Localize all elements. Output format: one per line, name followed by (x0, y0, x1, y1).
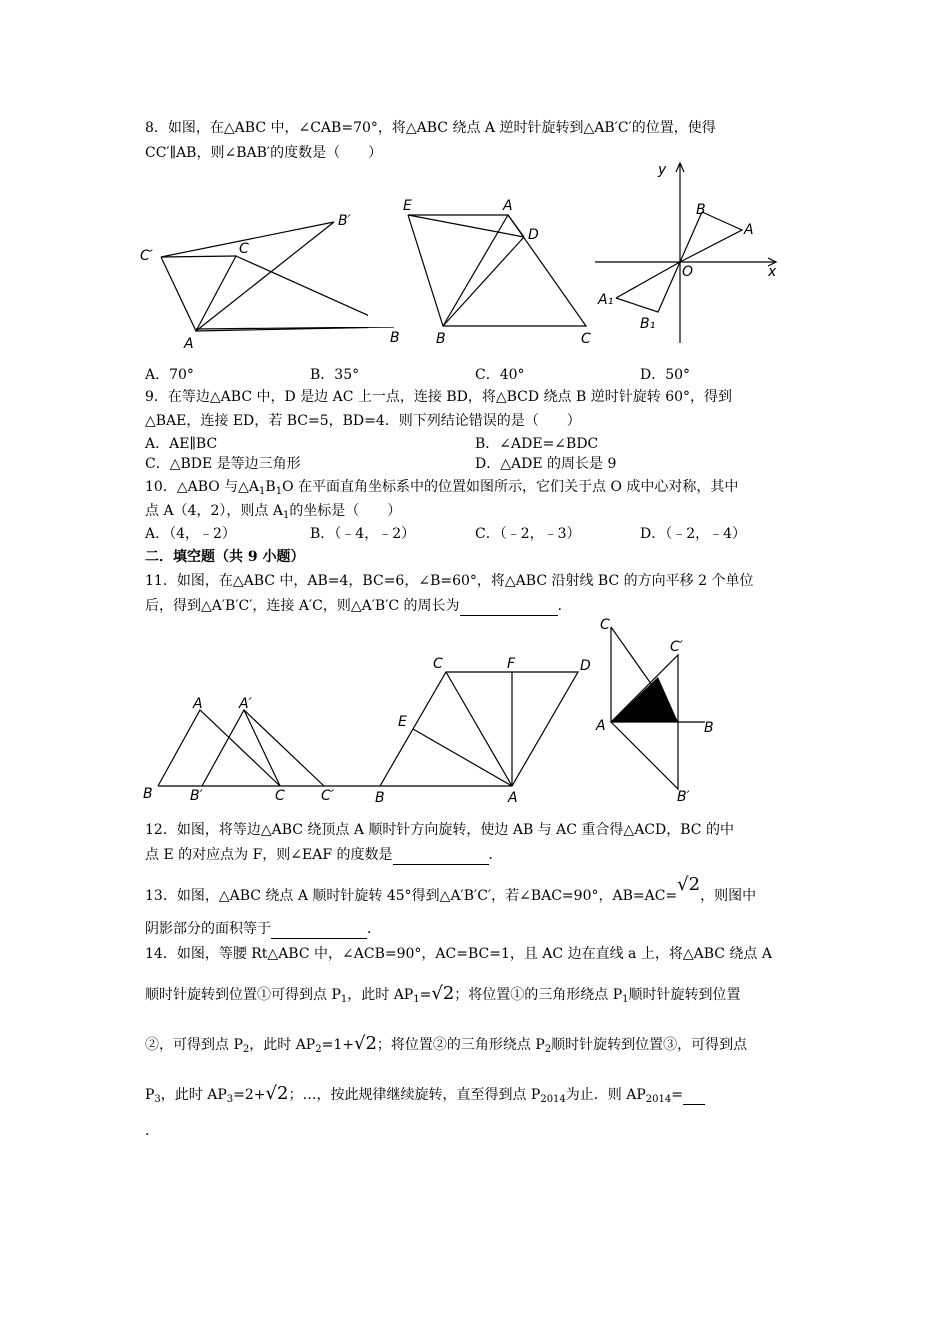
q9-label-a: A (503, 198, 513, 214)
q8-option-d: D．50° (640, 367, 691, 383)
q11-answer-blank[interactable] (460, 597, 558, 616)
q10-option-c: C．（﹣2，﹣3） (475, 526, 581, 542)
q8-option-b: B．35° (310, 367, 360, 383)
q9-option-a: A．AE∥BC (145, 436, 218, 452)
figure-q10 (590, 158, 785, 348)
q10-label-x: x (768, 264, 777, 280)
q10-label-b: B (696, 202, 706, 218)
q8-label-b-prime: B′ (338, 213, 351, 229)
q12-answer-blank[interactable] (393, 846, 489, 865)
q11-label-c-prime: C′ (321, 788, 334, 804)
figure-q13 (590, 615, 725, 805)
q11-label-c: C (275, 788, 285, 804)
q10-option-a: A．（4，﹣2） (145, 526, 236, 542)
q8-label-c: C (239, 241, 249, 257)
q14-line1: 14．如图，等腰 Rt△ABC 中，∠ACB=90°，AC=BC=1，且 AC 边在直线 a 上，将△ABC 绕点 A (145, 946, 772, 962)
q12-line1: 12．如图，将等边△ABC 绕顶点 A 顺时针方向旋转，使边 AB 与 AC 重合得△ACD，BC 的中 (145, 822, 734, 838)
q14-line3: ②，可得到点 $P_2$，此时 $AP_2=1+√2$；将位置②的三角形绕点 $P_2$顺时针旋转到位置③，可得到点 (145, 1033, 748, 1055)
q11-line1: 11．如图，在△ABC 中，AB=4，BC=6，∠B=60°，将△ABC 沿射线 BC 的方向平移 2 个单位 (145, 573, 754, 589)
section-2-heading: 二．填空题（共 9 小题） (145, 549, 305, 565)
q8-line2: CC′∥AB，则∠BAB′的度数是（ ） (145, 145, 383, 161)
q12-line2: 点 E 的对应点为 F，则∠EAF 的度数是 ． (145, 847, 503, 863)
q13-shaded-region (611, 677, 678, 722)
q14-line5: ． (145, 1123, 159, 1139)
q12-label-f: F (507, 656, 516, 672)
q13-label-c: C (600, 617, 610, 633)
q11-label-b: B (143, 786, 153, 802)
q14-answer-blank[interactable] (683, 1086, 705, 1105)
q10-option-b: B．（﹣4，﹣2） (310, 526, 416, 542)
q8-label-c-prime: C′ (140, 248, 153, 264)
q14-line4: $P_3$，此时 $AP_3=2+√2$；…，按此规律继续旋转，直至得到点 $P_{2014}$为止．则 $AP_{2014}=$ (145, 1085, 705, 1109)
q11-label-b-prime: B′ (190, 788, 203, 804)
q9-label-b: B (436, 331, 446, 347)
q10-label-b1: B₁ (640, 316, 656, 332)
q8-label-a: A (184, 336, 194, 350)
q9-label-d: D (528, 227, 539, 243)
q11-line2: 后，得到△A′B′C′，连接 A′C，则△A′B′C 的周长为 ． (145, 598, 572, 614)
q9-option-c: C．△BDE 是等边三角形 (145, 456, 301, 472)
q8-label-b: B (390, 330, 400, 346)
q8-option-a: A．70° (145, 367, 194, 383)
figure-q12 (370, 650, 600, 805)
q13-label-b-prime: B′ (677, 789, 690, 805)
q13-answer-blank[interactable] (271, 920, 367, 939)
q13-line2: 阴影部分的面积等于 ． (145, 921, 381, 937)
q12-label-d: D (580, 658, 591, 674)
figure-q9 (398, 195, 603, 350)
q11-label-a-prime: A′ (239, 696, 252, 712)
q10-line2: 点 A（4，2），则点 $A_1$的坐标是（ ） (145, 503, 402, 521)
q10-label-y: y (658, 162, 667, 178)
q10-option-d: D．（﹣2，﹣4） (640, 526, 747, 542)
figure-q11 (140, 690, 380, 805)
q13-label-b: B (704, 720, 714, 736)
q8-line1: 8．如图，在△ABC 中，∠CAB=70°，将△ABC 绕点 A 逆时针旋转到△AB′C′的位置，使得 (145, 120, 716, 136)
q12-label-e: E (398, 714, 407, 730)
q9-option-b: B．∠ADE=∠BDC (475, 436, 599, 452)
q11-label-a: A (193, 696, 203, 712)
q14-line2: 顺时针旋转到位置①可得到点 $P_1$，此时 $AP_1=√2$；将位置①的三角形绕点 $P_1$顺时针旋转到位置 (145, 983, 741, 1005)
q9-option-d: D．△ADE 的周长是 9 (475, 456, 617, 472)
q12-label-b: B (375, 790, 385, 805)
q13-line1: 13．如图，△ABC 绕点 A 顺时针旋转 45°得到△A′B′C′，若∠BAC=90°，AB=AC=√2，则图中 (145, 874, 757, 904)
q9-label-c: C (581, 331, 591, 347)
q10-line1: 10．△ABO 与$\triangle A_1B_1O$ 在平面直角坐标系中的位置如图所示，它们关于点 O 成中心对称，其中 (145, 479, 739, 497)
q10-label-a1: A₁ (598, 292, 614, 308)
q12-label-c: C (433, 656, 443, 672)
q8-option-c: C．40° (475, 367, 525, 383)
figure-q8-line (196, 327, 396, 331)
q9-label-e: E (403, 198, 412, 214)
q13-label-a: A (596, 718, 606, 734)
q10-label-a: A (744, 222, 754, 238)
q12-label-a: A (508, 790, 518, 805)
q13-label-c-prime: C′ (670, 639, 683, 655)
q10-label-o: O (682, 264, 694, 280)
q9-line1: 9．在等边△ABC 中，D 是边 AC 上一点，连接 BD，将△BCD 绕点 B 逆时针旋转 60°，得到 (145, 389, 733, 405)
q9-line2: △BAE，连接 ED，若 BC=5，BD=4．则下列结论错误的是（ ） (145, 413, 581, 429)
